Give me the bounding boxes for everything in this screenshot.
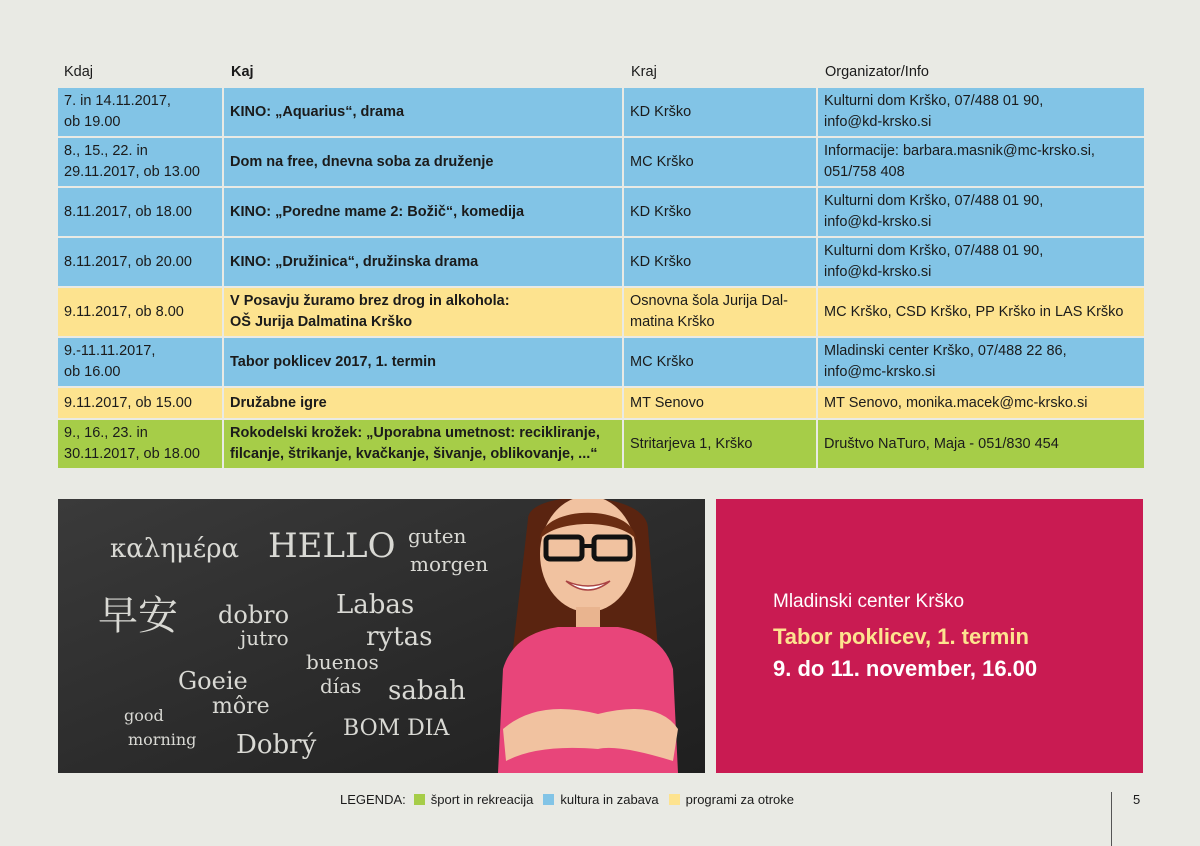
cell-info-line: info@kd-krsko.si [824,114,932,130]
cell-kraj-line: MC Krško [630,153,694,170]
column-header-kaj: Kaj [231,64,254,80]
chalk-word: guten [408,524,467,548]
cell-kaj [224,238,622,286]
cell-info-line: info@kd-krsko.si [824,264,932,280]
cell-kaj-line: Dom na free, dnevna soba za druženje [230,153,494,170]
cell-kaj [224,138,622,186]
cell-kaj-line: KINO: „Poredne mame 2: Božič“, komedija [230,203,525,220]
legend-label: LEGENDA: [340,792,406,807]
cell-kdaj-line: 9., 16., 23. in [64,425,148,441]
cell-kdaj-line: 9.-11.11.2017, [64,343,156,359]
column-header-kraj: Kraj [631,64,657,80]
cell-kaj-line: V Posavju žuramo brez drog in alkohola: [230,293,510,309]
chalk-word: dobro [218,601,290,629]
chalk-word: Labas [336,590,415,620]
cell-kdaj [58,338,222,386]
legend-swatch-kids [669,794,680,805]
event-row [58,388,1144,418]
promo-event-date: 9. do 11. november, 16.00 [773,656,1038,681]
chalk-word: morning [128,730,197,749]
cell-kdaj [58,288,222,336]
cell-kraj [624,188,816,236]
cell-kraj [624,238,816,286]
promo-organizer: Mladinski center Krško [773,591,965,612]
chalk-word: días [320,674,362,698]
cell-kaj-line: Rokodelski krožek: „Uporabna umetnost: recikliranje, [230,425,600,441]
cell-kaj-line: KINO: „Aquarius“, drama [230,103,405,120]
column-header-organizator: Organizator/Info [825,64,929,80]
cell-kdaj [58,88,222,136]
event-row [58,338,1144,386]
cell-kraj [624,420,816,468]
chalk-word: rytas [366,622,433,652]
promo-event-title: Tabor poklicev, 1. termin [773,624,1029,649]
legend [340,792,794,807]
cell-info-line: 051/758 408 [824,164,905,180]
cell-kraj-line: Osnovna šola Jurija Dal- [630,293,788,309]
chalk-word: καλημέρα [110,534,240,564]
cell-kdaj-line: 8.11.2017, ob 20.00 [64,253,192,270]
chalk-word: 早安 [98,593,178,639]
cell-info-line: Informacije: barbara.masnik@mc-krsko.si, [824,143,1095,159]
cell-kraj-line: KD Krško [630,203,692,220]
cell-info-line: Kulturni dom Krško, 07/488 01 90, [824,243,1044,259]
cell-info [818,420,1144,468]
cell-kdaj-line: ob 19.00 [64,114,121,130]
cell-kraj-line: KD Krško [630,103,692,120]
event-row [58,288,1144,336]
chalk-word: BOM DIA [343,716,450,741]
chalk-word: jutro [240,626,289,650]
cell-info [818,288,1144,336]
promo-panel [716,499,1143,773]
cell-kaj-line: OŠ Jurija Dalmatina Krško [230,314,413,330]
chalk-word: sabah [388,676,466,706]
legend-item-kids: programi za otroke [685,792,795,807]
chalk-word: môre [212,694,270,719]
chalk-word: HELLO [268,526,396,566]
cell-info-line: Društvo NaTuro, Maja - 051/830 454 [824,435,1059,452]
event-row [58,238,1144,286]
cell-info [818,138,1144,186]
cell-kraj [624,138,816,186]
cell-kraj [624,288,816,336]
column-header-kdaj: Kdaj [64,64,94,80]
cell-kaj [224,388,622,418]
cell-kaj-line: Družabne igre [230,394,327,411]
cell-kraj [624,388,816,418]
cell-info-line: info@kd-krsko.si [824,214,932,230]
cell-kdaj-line: 8., 15., 22. in [64,143,148,159]
cell-kraj [624,338,816,386]
cell-kaj-line: filcanje, štrikanje, kvačkanje, šivanje, oblikovanje, ...“ [230,446,598,462]
cell-kdaj [58,138,222,186]
cell-info [818,188,1144,236]
page-divider [1111,792,1112,846]
cell-kaj-line: Tabor poklicev 2017, 1. termin [230,353,437,370]
cell-kdaj-line: ob 16.00 [64,364,121,380]
cell-kdaj [58,188,222,236]
cell-kdaj [58,238,222,286]
chalkboard-photo [58,499,705,773]
chalk-word: good [124,706,164,725]
cell-kaj [224,188,622,236]
chalkboard-illustration [58,499,705,773]
cell-kraj-line: KD Krško [630,253,692,270]
page-number: 5 [1133,792,1141,807]
event-row [58,188,1144,236]
cell-kaj [224,420,622,468]
cell-info [818,88,1144,136]
cell-kaj [224,338,622,386]
event-row [58,138,1144,186]
chalk-word: buenos [306,650,379,674]
cell-kaj-line: KINO: „Družinica“, družinska drama [230,253,479,270]
cell-info-line: Kulturni dom Krško, 07/488 01 90, [824,93,1044,109]
cell-kdaj-line: 29.11.2017, ob 13.00 [64,164,200,180]
chalk-word: Goeie [178,667,248,695]
legend-item-culture: kultura in zabava [560,792,659,807]
cell-kdaj-line: 9.11.2017, ob 8.00 [64,303,184,320]
chalk-word: morgen [410,552,489,576]
cell-info [818,238,1144,286]
cell-kraj-line: Stritarjeva 1, Krško [630,435,753,452]
cell-info [818,388,1144,418]
legend-item-sport: šport in rekreacija [430,792,534,807]
cell-kraj-line: matina Krško [630,314,715,330]
cell-kdaj [58,420,222,468]
cell-info-line: MT Senovo, monika.macek@mc-krsko.si [824,394,1088,411]
cell-kdaj-line: 9.11.2017, ob 15.00 [64,394,192,411]
event-row [58,420,1144,468]
cell-info [818,338,1144,386]
cell-kaj [224,88,622,136]
cell-info-line: Kulturni dom Krško, 07/488 01 90, [824,193,1044,209]
events-table [56,86,1146,470]
cell-kraj [624,88,816,136]
cell-kraj-line: MT Senovo [630,394,704,411]
cell-kdaj [58,388,222,418]
legend-swatch-sport [414,794,425,805]
cell-kdaj-line: 7. in 14.11.2017, [64,93,171,109]
cell-kaj [224,288,622,336]
cell-info-line: MC Krško, CSD Krško, PP Krško in LAS Krško [824,303,1124,320]
cell-kdaj-line: 8.11.2017, ob 18.00 [64,203,192,220]
cell-kdaj-line: 30.11.2017, ob 18.00 [64,446,200,462]
cell-info-line: info@mc-krsko.si [824,364,936,380]
cell-kraj-line: MC Krško [630,353,694,370]
legend-swatch-culture [543,794,554,805]
cell-info-line: Mladinski center Krško, 07/488 22 86, [824,343,1067,359]
chalk-word: Dobrý [236,730,317,760]
event-row [58,88,1144,136]
